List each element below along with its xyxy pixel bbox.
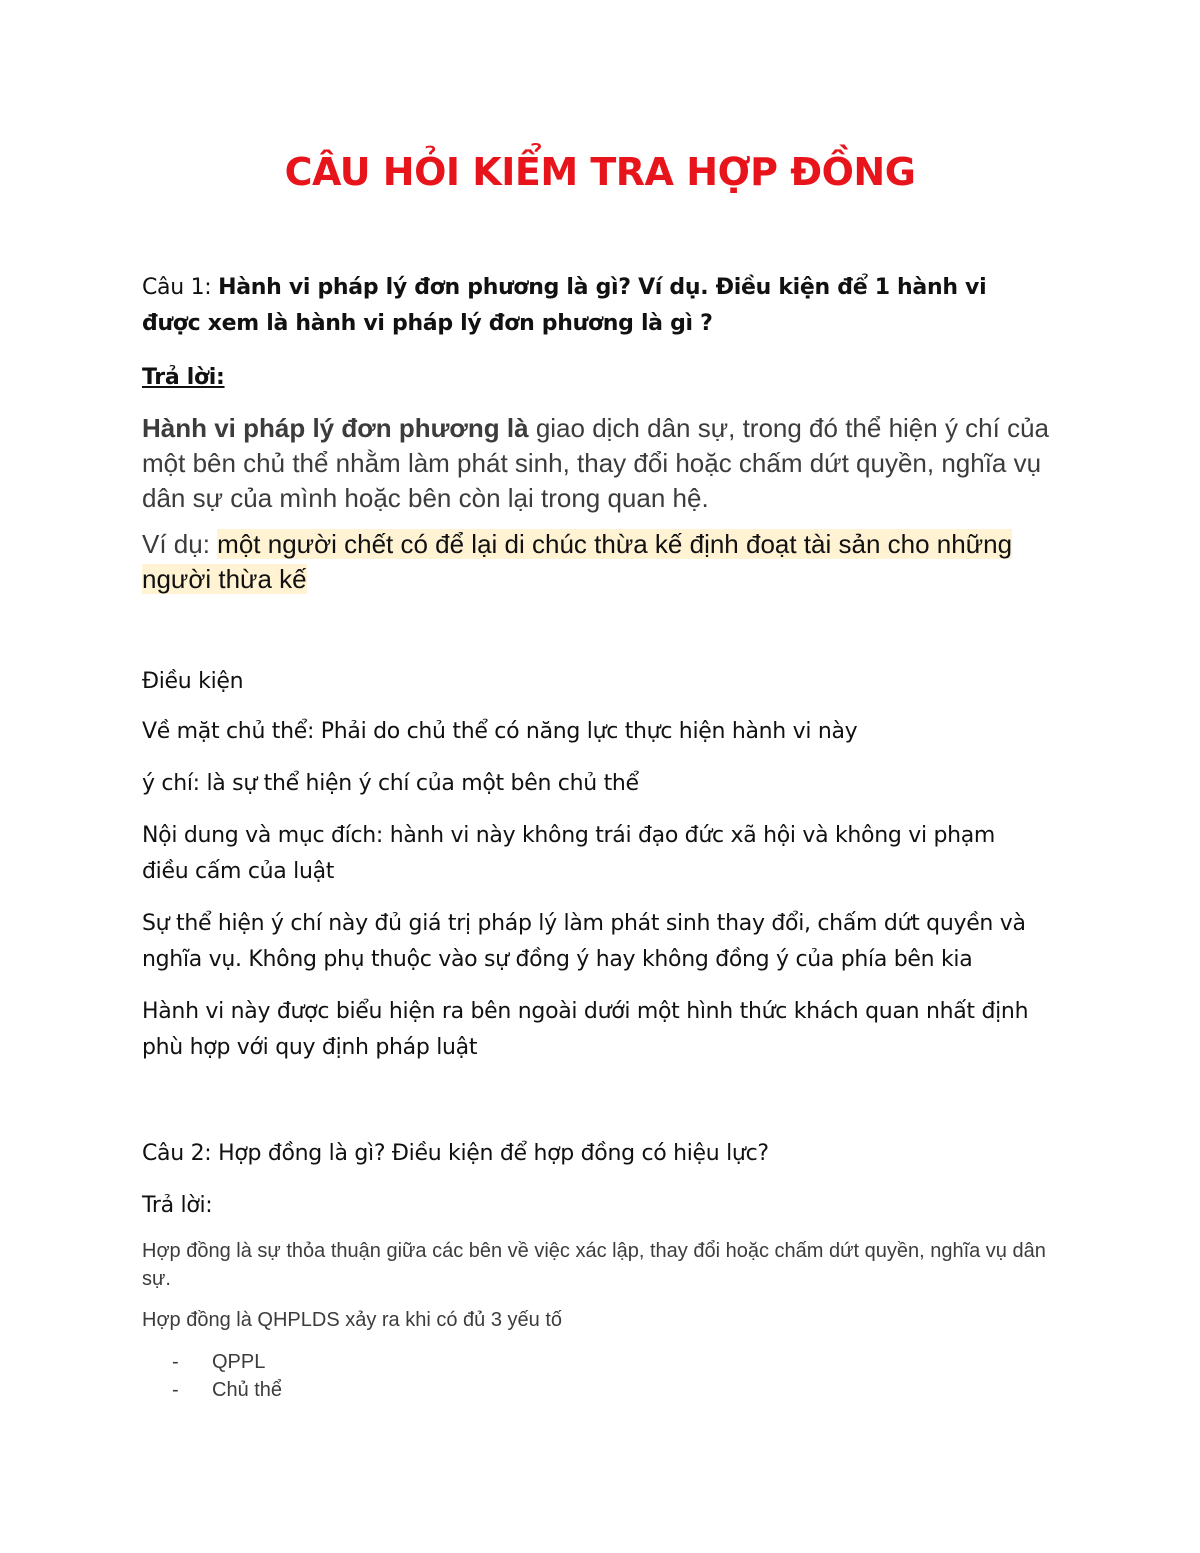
document-title: CÂU HỎI KIỂM TRA HỢP ĐỒNG xyxy=(284,150,916,194)
factor-intro: Hợp đồng là QHPLDS xảy ra khi có đủ 3 yếu tố xyxy=(142,1309,562,1331)
example-label: Ví dụ: xyxy=(142,529,210,559)
condition-text: ý chí: là sự thể hiện ý chí của một bên chủ thể xyxy=(142,771,639,796)
factor-text: Chủ thể xyxy=(212,1379,283,1401)
factor-list xyxy=(172,1348,282,1404)
factor-text: QPPL xyxy=(212,1351,266,1373)
example-text: một người chết có để lại di chúc thừa kế định đoạt tài sản cho những người thừa kế xyxy=(142,529,1013,594)
list-item xyxy=(172,1348,282,1376)
condition-item: Sự thể hiện ý chí này đủ giá trị pháp lý làm phát sinh thay đổi, chấm dứt quyền và nghĩa vụ. Không phụ thuộc vào sự đồng ý hay không đồng ý của phía bên kia xyxy=(142,911,1026,972)
condition-item xyxy=(142,714,1072,750)
definition-paragraph xyxy=(142,411,1072,516)
question-1 xyxy=(142,270,1042,342)
definition-text: giao dịch dân sự, trong đó thể hiện ý chí của một bên chủ thể nhằm làm phát sinh, thay đổi hoặc chấm dứt quyền, nghĩa vụ dân sự của mình hoặc bên còn lại trong quan hệ. xyxy=(142,413,1049,513)
example-paragraph xyxy=(142,527,1072,597)
list-item xyxy=(172,1376,282,1404)
question-2: Câu 2: Hợp đồng là gì? Điều kiện để hợp đồng có hiệu lực? xyxy=(142,1141,769,1166)
question-1-label: Câu 1: xyxy=(142,275,212,300)
condition-text: Về mặt chủ thể: Phải do chủ thể có năng lực thực hiện hành vi này xyxy=(142,719,858,744)
condition-item: Hành vi này được biểu hiện ra bên ngoài dưới một hình thức khách quan nhất định phù hợp với quy định pháp luật xyxy=(142,999,1029,1060)
condition-item xyxy=(142,766,1072,802)
definition-term: Hành vi pháp lý đơn phương là xyxy=(142,413,529,443)
bullet-dash: - xyxy=(172,1351,179,1373)
answer-1-label: Trả lời: xyxy=(142,365,225,390)
answer-2-label: Trả lời: xyxy=(142,1193,213,1218)
bullet-dash: - xyxy=(172,1379,179,1401)
question-1-text: Hành vi pháp lý đơn phương là gì? Ví dụ. Điều kiện để 1 hành vi được xem là hành vi pháp lý đơn phương là gì ? xyxy=(142,275,987,336)
contract-definition: Hợp đồng là sự thỏa thuận giữa các bên về việc xác lập, thay đổi hoặc chấm dứt quyền, nghĩa vụ dân sự. xyxy=(142,1240,1046,1290)
conditions-heading: Điều kiện xyxy=(142,669,244,694)
condition-item: Nội dung và mục đích: hành vi này không trái đạo đức xã hội và không vi phạm điều cấm của luật xyxy=(142,823,996,884)
